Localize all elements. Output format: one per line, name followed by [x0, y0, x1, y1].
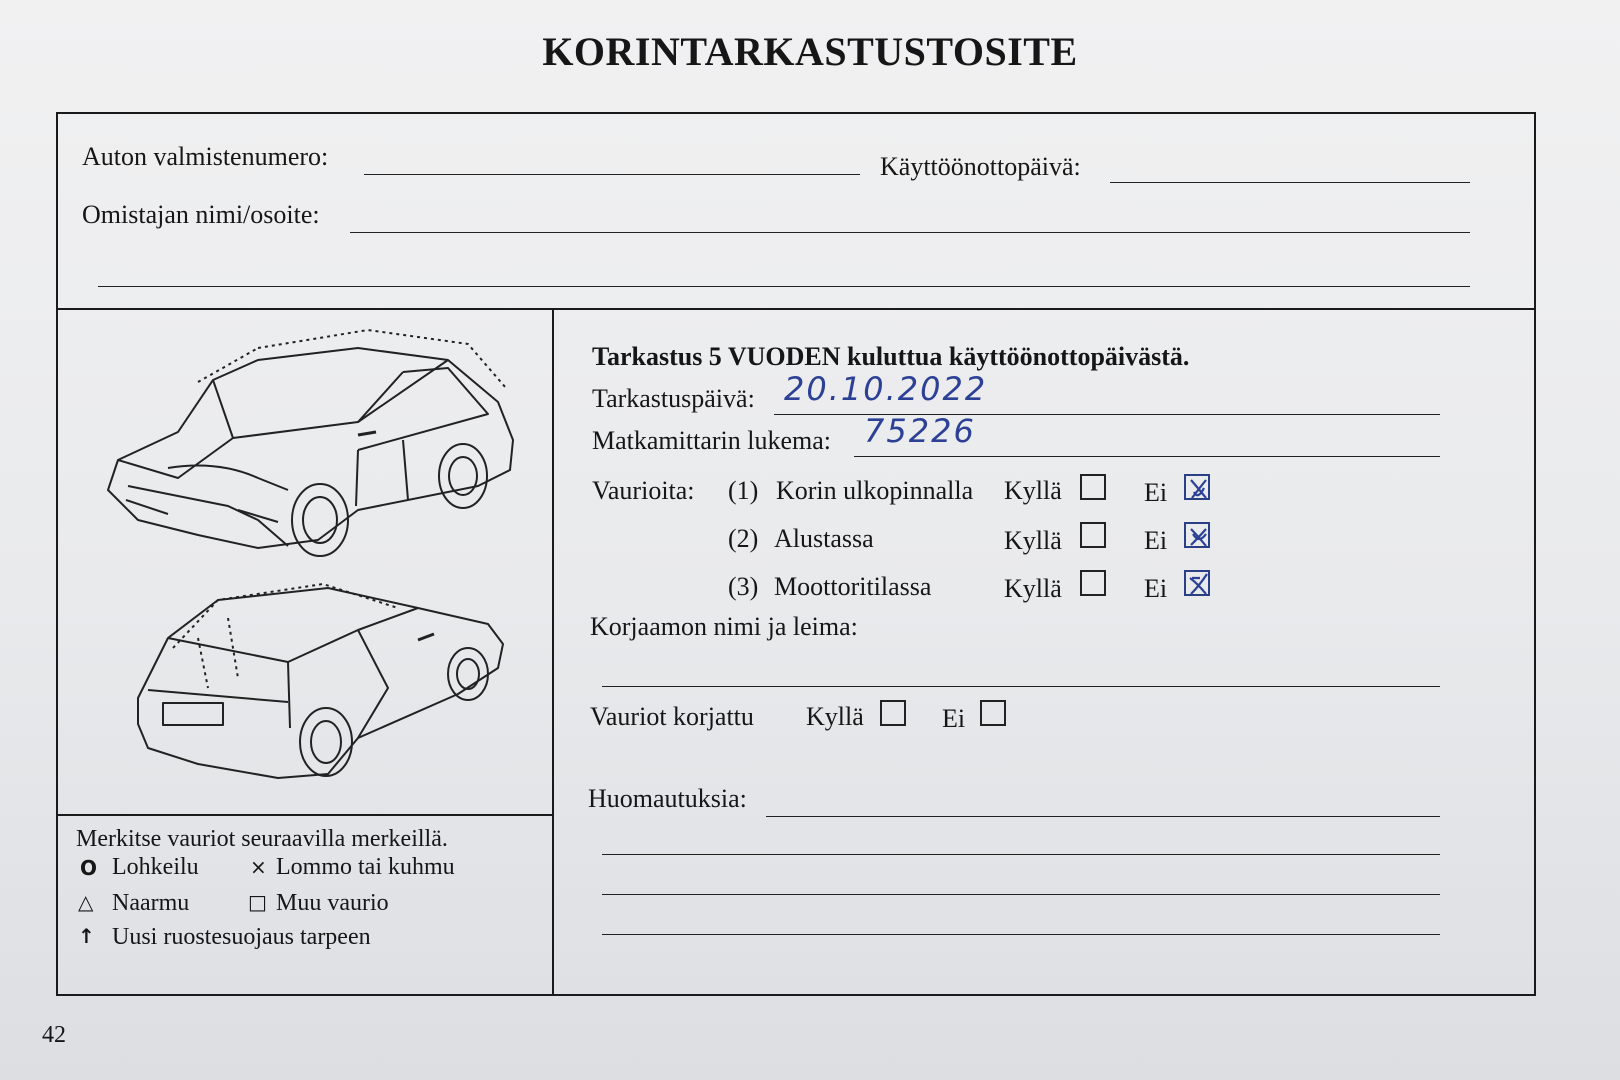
repaired-label: Vauriot korjattu	[590, 702, 754, 731]
circle-icon: O	[80, 856, 98, 880]
damage-2-label: Alustassa	[774, 524, 874, 553]
arrow-up-icon: ↑	[78, 924, 95, 948]
damage-2-no-checkbox[interactable]	[1184, 522, 1210, 548]
inspection-date-label: Tarkastuspäivä:	[592, 384, 755, 413]
handwritten-cross-icon	[1184, 570, 1214, 600]
damage-1-no-checkbox[interactable]	[1184, 474, 1210, 500]
notes-field-line-4[interactable]	[602, 934, 1440, 935]
legend-label-scratch: Naarmu	[112, 890, 190, 916]
inspection-form	[56, 112, 1536, 996]
serial-number-field[interactable]	[364, 174, 860, 175]
legend-heading: Merkitse vauriot seuraavilla merkeillä.	[76, 826, 448, 852]
page-title: KORINTARKASTUSTOSITE	[542, 29, 1078, 74]
notes-label: Huomautuksia:	[588, 784, 747, 813]
car-illustrations	[58, 310, 550, 814]
damage-3-yes-checkbox[interactable]	[1080, 570, 1106, 596]
legend-label-rustproofing: Uusi ruostesuojaus tarpeen	[112, 924, 371, 950]
serial-number-label: Auton valmistenumero:	[82, 142, 329, 171]
legend-label-chipping: Lohkeilu	[112, 854, 199, 880]
damage-1-label: Korin ulkopinnalla	[776, 476, 974, 505]
notes-field-line-2[interactable]	[602, 854, 1440, 855]
odometer-field[interactable]	[854, 456, 1440, 457]
damage-3-no-checkbox[interactable]	[1184, 570, 1210, 596]
damage-2-yes-label: Kyllä	[1004, 526, 1062, 555]
repaired-no-checkbox[interactable]	[980, 700, 1006, 726]
notes-field-line-3[interactable]	[602, 894, 1440, 895]
damage-2-number: (2)	[728, 524, 759, 553]
owner-field-line-2[interactable]	[98, 286, 1470, 287]
square-icon: □	[248, 890, 267, 914]
commission-date-field[interactable]	[1110, 182, 1470, 183]
repaired-no-label: Ei	[942, 704, 966, 733]
damage-2-no-label: Ei	[1144, 526, 1168, 555]
handwritten-cross-icon	[1184, 522, 1214, 552]
column-divider	[552, 308, 554, 996]
repaired-yes-label: Kyllä	[806, 702, 864, 731]
damage-1-no-label: Ei	[1144, 478, 1168, 507]
owner-label: Omistajan nimi/osoite:	[82, 200, 320, 229]
commission-date-label: Käyttöönottopäivä:	[880, 152, 1081, 181]
owner-field[interactable]	[350, 232, 1470, 233]
repaired-yes-checkbox[interactable]	[880, 700, 906, 726]
damage-2-yes-checkbox[interactable]	[1080, 522, 1106, 548]
station-wagon-icon	[108, 330, 513, 556]
damage-3-number: (3)	[728, 572, 759, 601]
workshop-label: Korjaamon nimi ja leima:	[590, 612, 858, 641]
notes-field-line-1[interactable]	[766, 816, 1440, 817]
damage-1-number: (1)	[728, 476, 759, 505]
handwritten-cross-icon	[1184, 474, 1214, 504]
workshop-field[interactable]	[602, 686, 1440, 687]
legend-label-dent: Lommo tai kuhmu	[276, 854, 455, 880]
page-number: 42	[42, 1022, 66, 1048]
damage-3-no-label: Ei	[1144, 574, 1168, 603]
damage-1-yes-label: Kyllä	[1004, 476, 1062, 505]
legend-label-other-damage: Muu vaurio	[276, 890, 389, 916]
damage-3-yes-label: Kyllä	[1004, 574, 1062, 603]
sedan-icon	[138, 584, 503, 778]
inspection-date-value: 20.10.2022	[784, 370, 988, 408]
odometer-value: 75226	[864, 412, 976, 450]
damage-1-yes-checkbox[interactable]	[1080, 474, 1106, 500]
damage-3-label: Moottoritilassa	[774, 572, 932, 601]
odometer-label: Matkamittarin lukema:	[592, 426, 831, 455]
damages-label: Vaurioita:	[592, 476, 695, 505]
inspection-heading: Tarkastus 5 VUODEN kuluttua käyttöönottopäivästä.	[592, 342, 1190, 371]
legend-divider	[58, 814, 552, 816]
cross-icon: ×	[250, 855, 267, 879]
triangle-icon: △	[78, 890, 94, 914]
